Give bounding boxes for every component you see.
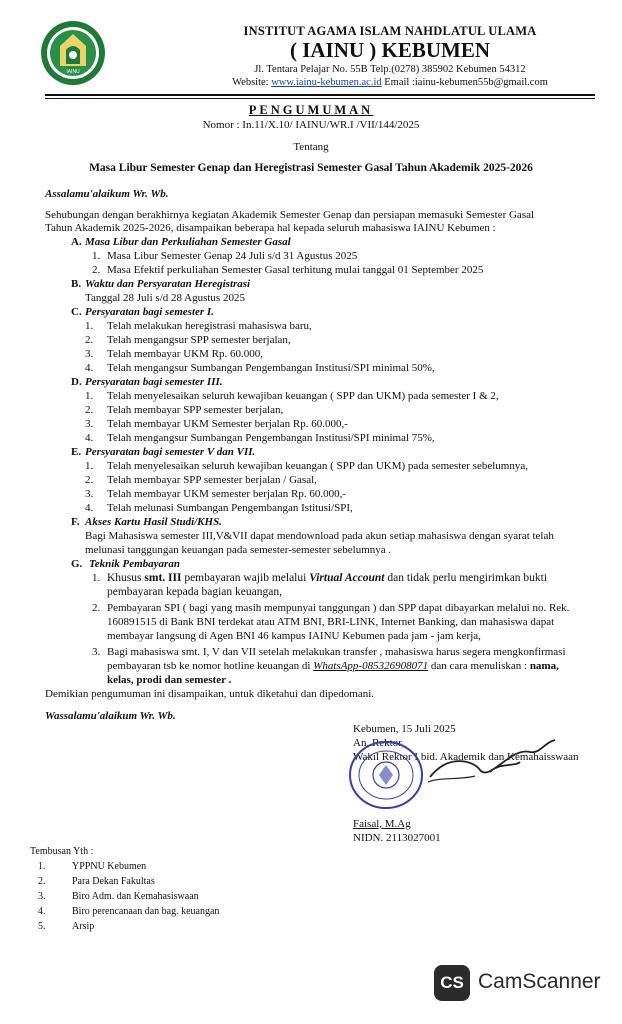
g1-virtual-account: Virtual Account xyxy=(309,572,385,584)
section-g-item-number: 3. xyxy=(92,646,101,658)
section-d-item-number: 4. xyxy=(85,432,94,444)
tembusan-item-4: Biro perencanaan dan bag. keuangan xyxy=(72,906,220,917)
section-g-item-3-line-3: kelas, prodi dan semester . xyxy=(107,674,232,686)
section-d-letter: D. xyxy=(71,376,82,388)
section-c-item-number: 3. xyxy=(85,348,94,360)
tembusan-number: 3. xyxy=(38,891,46,902)
header-rule-thin xyxy=(45,98,595,99)
section-g-title: Teknik Pembayaran xyxy=(89,558,180,570)
section-f-title: Akses Kartu Hasil Studi/KHS. xyxy=(85,516,222,528)
document-title: PENGUMUMAN xyxy=(248,103,374,117)
tembusan-item-3: Biro Adm. dan Kemahasiswaan xyxy=(72,891,199,902)
tembusan-item-5: Arsip xyxy=(72,921,95,932)
institution-address: Jl. Tentara Pelajar No. 55B Telp.(0278) 385902 Kebumen 54312 xyxy=(254,64,526,75)
tembusan-number: 2. xyxy=(38,876,46,887)
section-a-item-number: 1. xyxy=(92,250,101,262)
g1-text: Khusus xyxy=(107,572,145,584)
institution-name: INSTITUT AGAMA ISLAM NAHDLATUL ULAMA xyxy=(243,24,537,38)
section-e-letter: E. xyxy=(71,446,82,458)
g1-text-3: dan tidak perlu mengirimkan bukti xyxy=(384,572,548,584)
section-g-item-3-line-1: Bagi mahasiswa smt. I, V dan VII setelah melakukan transfer , mahasiswa harus segera mengkonfirmasi xyxy=(107,646,566,658)
signature xyxy=(420,732,560,792)
section-c-item-1: Telah melakukan heregistrasi mahasiswa baru, xyxy=(107,320,312,332)
section-c-letter: C. xyxy=(71,306,82,318)
section-g-item-3-line-2 xyxy=(107,659,559,673)
greeting: Assalamu'alaikum Wr. Wb. xyxy=(45,188,169,200)
document-number: Nomor : In.11/X.10/ IAINU/WR.I /VII/144/2025 xyxy=(202,119,420,131)
an-rektor: An. Rektor, xyxy=(353,737,405,749)
section-a-letter: A. xyxy=(71,236,82,248)
section-e-item-number: 4. xyxy=(85,502,94,514)
section-d-item-1: Telah menyelesaikan seluruh kewajiban keuangan ( SPP dan UKM) pada semester I & 2, xyxy=(107,390,499,402)
section-a-item-number: 2. xyxy=(92,264,101,276)
g3-bold: nama, xyxy=(529,660,559,672)
section-c-item-2: Telah mengangsur SPP semester berjalan, xyxy=(107,334,291,346)
section-g-item-number: 2. xyxy=(92,602,101,614)
tembusan-number: 5. xyxy=(38,921,46,932)
section-a-item-2: Masa Efektif perkuliahan Semester Gasal terhitung mulai tanggal 01 September 2025 xyxy=(107,264,484,276)
section-f-line-1: Bagi Mahasiswa semester III,V&VII dapat mendownload pada akun setiap mahasiswa dengan syarat telah xyxy=(85,530,554,542)
section-e-title: Persyaratan bagi semester V dan VII. xyxy=(85,446,256,458)
section-e-item-3: Telah membayar UKM semester berjalan Rp. 60.000,- xyxy=(107,488,347,500)
section-d-item-2: Telah membayar SPP semester berjalan, xyxy=(107,404,284,416)
tembusan-title: Tembusan Yth : xyxy=(30,846,94,857)
section-g-item-2-line-3: membayar langsung di Agen BNI 46 kampus IAINU Kebumen pada jam - jam kerja, xyxy=(107,630,481,642)
section-g-item-1-line-1 xyxy=(107,571,547,585)
tembusan-item-2: Para Dekan Fakultas xyxy=(72,876,155,887)
section-c-item-number: 1. xyxy=(85,320,94,332)
section-c-item-3: Telah membayar UKM Rp. 60.000, xyxy=(107,348,263,360)
section-e-item-1: Telah menyelesaikan seluruh kewajiban keuangan ( SPP dan UKM) pada semester sebelumnya, xyxy=(107,460,528,472)
camscanner-watermark xyxy=(434,965,608,1001)
camscanner-logo-icon: CS xyxy=(434,965,470,1001)
institution-contact xyxy=(190,77,590,88)
section-g-item-number: 1. xyxy=(92,572,101,584)
svg-text:KEBUMEN: KEBUMEN xyxy=(63,74,83,79)
section-e-item-2: Telah membayar SPP semester berjalan / Gasal, xyxy=(107,474,317,486)
g3-text: pembayaran tsb ke nomor hotline keuangan di xyxy=(107,660,314,672)
signer-name: Faisal, M.Ag xyxy=(353,818,411,830)
svg-text:IAINU: IAINU xyxy=(66,69,80,75)
tembusan-number: 1. xyxy=(38,861,46,872)
section-d-item-4: Telah mengangsur Sumbangan Pengembangan Institusi/SPI minimal 75%, xyxy=(107,432,435,444)
document-subject: Masa Libur Semester Genap dan Heregistrasi Semester Gasal Tahun Akademik 2025-2026 xyxy=(89,162,533,174)
signer-role: Wakil Rektor I bid. Akademik dan Kemahaisswaan xyxy=(353,751,579,763)
section-d-title: Persyaratan bagi semester III. xyxy=(85,376,223,388)
section-c-item-4: Telah mengangsur Sumbangan Pengembangan Institusi/SPI minimal 50%, xyxy=(107,362,435,374)
g1-smt: smt. III xyxy=(144,572,182,584)
section-d-item-number: 1. xyxy=(85,390,94,402)
section-f-letter: F. xyxy=(71,516,80,528)
header-rule-thick xyxy=(45,94,595,96)
section-d-item-number: 2. xyxy=(85,404,94,416)
email-text: Email :iainu-kebumen55b@gmail.com xyxy=(381,77,548,88)
institution-logo xyxy=(40,20,106,86)
tembusan-number: 4. xyxy=(38,906,46,917)
institution-short-name: ( IAINU ) KEBUMEN xyxy=(289,38,491,62)
section-c-title: Persyaratan bagi semester I. xyxy=(85,306,214,318)
camscanner-label: CamScanner xyxy=(478,970,601,993)
section-e-item-number: 3. xyxy=(85,488,94,500)
document-tentang: Tentang xyxy=(293,141,329,153)
section-c-item-number: 4. xyxy=(85,362,94,374)
intro-line-1: Sehubungan dengan berakhirnya kegiatan Akademik Semester Genap dan persiapan memasuki Semester Gasal xyxy=(45,209,535,221)
section-a-title: Masa Libur dan Perkuliahan Semester Gasal xyxy=(85,236,291,248)
intro-line-2: Tahun Akademik 2025-2026, disampaikan beberapa hal kepada seluruh mahasiswa IAINU Kebumen : xyxy=(45,222,496,234)
section-c-item-number: 2. xyxy=(85,334,94,346)
section-d-item-number: 3. xyxy=(85,418,94,430)
website-prefix: Website: xyxy=(232,77,272,88)
section-d-item-3: Telah membayar UKM Semester berjalan Rp. 60.000,- xyxy=(107,418,348,430)
section-f-line-2: melunasi tanggungan keuangan pada semester-semester sebelumnya . xyxy=(85,544,392,556)
tembusan-item-1: YPPNU Kebumen xyxy=(72,861,147,872)
section-g-item-2-line-1: Pembayaran SPI ( bagi yang masih mempunyai tanggungan ) dan SPP dapat dibayarkan melalui no. Rek. xyxy=(107,602,570,614)
section-b-text: Tanggal 28 Juli s/d 28 Agustus 2025 xyxy=(85,292,245,304)
section-e-item-number: 2. xyxy=(85,474,94,486)
section-a-item-1: Masa Libur Semester Genap 24 Juli s/d 31 Agustus 2025 xyxy=(107,250,358,262)
signer-nidn: NIDN. 2113027001 xyxy=(353,832,441,844)
g1-text-2: pembayaran wajib melalui xyxy=(181,572,310,584)
g3-whatsapp-link[interactable]: WhatsApp-085326908071 xyxy=(313,660,429,672)
g3-text-2: dan cara menuliskan : xyxy=(428,660,530,672)
section-e-item-number: 1. xyxy=(85,460,94,472)
section-g-item-1-line-2: pembayaran kepada bagian keuangan, xyxy=(107,586,282,598)
website-link[interactable]: www.iainu-kebumen.ac.id xyxy=(271,77,382,88)
wassalam: Wassalamu'alaikum Wr. Wb. xyxy=(45,710,176,722)
section-e-item-4: Telah melunasi Sumbangan Pengembangan Istitusi/SPI, xyxy=(107,502,353,514)
section-b-title: Waktu dan Persyaratan Heregistrasi xyxy=(85,278,251,290)
section-b-letter: B. xyxy=(71,278,82,290)
section-g-letter: G. xyxy=(71,558,83,570)
closing-text: Demikian pengumuman ini disampaikan, untuk diketahui dan dipedomani. xyxy=(45,688,375,700)
place-date: Kebumen, 15 Juli 2025 xyxy=(353,723,456,735)
section-g-item-2-line-2: 160891515 di Bank BNI terdekat atau ATM BNI, BRI-LINK, Internet Banking, dan mahasiswa dapat xyxy=(107,616,555,628)
